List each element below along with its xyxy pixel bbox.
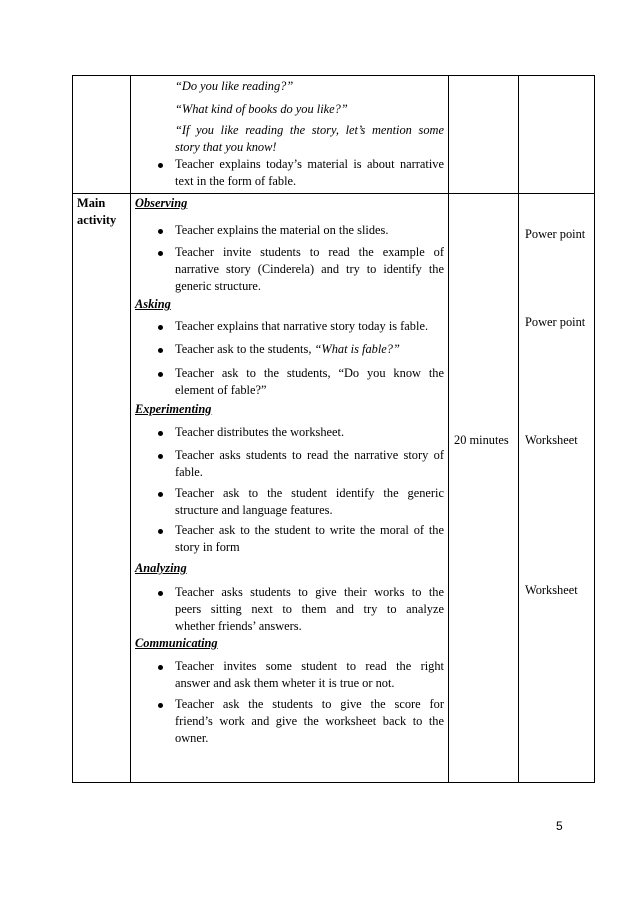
- page-number: 5: [556, 819, 563, 833]
- table-column-divider: [130, 75, 131, 783]
- table-right-border: [594, 75, 595, 783]
- experimenting-bullet-1: Teacher distributes the worksheet.: [175, 425, 345, 439]
- bullet-icon: [158, 325, 163, 330]
- stage-label: Main activity: [77, 196, 117, 227]
- observing-bullet-2: Teacher invite students to read the example of narrative story (Cinderela) and try to identify the generic structure.: [175, 245, 444, 293]
- table-column-divider: [518, 75, 519, 783]
- communicating-bullet-2: Teacher ask the students to give the score for friend’s work and give the worksheet back to the owner.: [175, 697, 444, 745]
- bullet-icon: [158, 703, 163, 708]
- asking-bullet-3: Teacher ask to the students, “Do you know the element of fable?”: [175, 366, 444, 397]
- table-left-border: [72, 75, 73, 783]
- section-heading-communicating: Communicating: [135, 636, 218, 650]
- bullet-icon: [158, 372, 163, 377]
- time-allocation: 20 minutes: [454, 433, 509, 447]
- experimenting-bullet-4: Teacher ask to the student to write the moral of the story in form: [175, 523, 444, 554]
- media-item-1: Power point: [525, 227, 586, 241]
- intro-question-2: “What kind of books do you like?”: [175, 102, 348, 116]
- media-item-4: Worksheet: [525, 583, 578, 597]
- media-item-2: Power point: [525, 315, 586, 329]
- asking-bullet-1: Teacher explains that narrative story today is fable.: [175, 319, 429, 333]
- bullet-icon: [158, 251, 163, 256]
- bullet-icon: [158, 163, 163, 168]
- bullet-icon: [158, 454, 163, 459]
- section-heading-experimenting: Experimenting: [135, 402, 212, 416]
- observing-bullet-1: Teacher explains the material on the slides.: [175, 223, 389, 237]
- bullet-icon: [158, 529, 163, 534]
- experimenting-bullet-2: Teacher asks students to read the narrative story of fable.: [175, 448, 444, 479]
- communicating-bullet-1: Teacher invites some student to read the right answer and ask them wheter it is true or not.: [175, 659, 444, 690]
- intro-question-1: “Do you like reading?”: [175, 79, 294, 93]
- bullet-icon: [158, 665, 163, 670]
- section-heading-asking: Asking: [135, 297, 171, 311]
- intro-question-3: “If you like reading the story, let’s mention some story that you know!: [175, 123, 444, 154]
- bullet-icon: [158, 591, 163, 596]
- table-column-divider: [448, 75, 449, 783]
- experimenting-bullet-3: Teacher ask to the student identify the generic structure and language features.: [175, 486, 444, 517]
- bullet-icon: [158, 229, 163, 234]
- table-top-border: [72, 75, 595, 76]
- section-heading-observing: Observing: [135, 196, 188, 210]
- bullet-icon: [158, 431, 163, 436]
- intro-bullet-1: Teacher explains today’s material is about narrative text in the form of fable.: [175, 157, 444, 188]
- asking-bullet-2: Teacher ask to the students, “What is fable?”: [175, 342, 400, 356]
- section-heading-analyzing: Analyzing: [135, 561, 187, 575]
- media-item-3: Worksheet: [525, 433, 578, 447]
- table-bottom-border: [72, 782, 595, 783]
- bullet-icon: [158, 492, 163, 497]
- bullet-icon: [158, 348, 163, 353]
- analyzing-bullet-1: Teacher asks students to give their works to the peers sitting next to them and try to analyze whether friends’ answers.: [175, 585, 444, 633]
- table-row-divider: [72, 193, 595, 194]
